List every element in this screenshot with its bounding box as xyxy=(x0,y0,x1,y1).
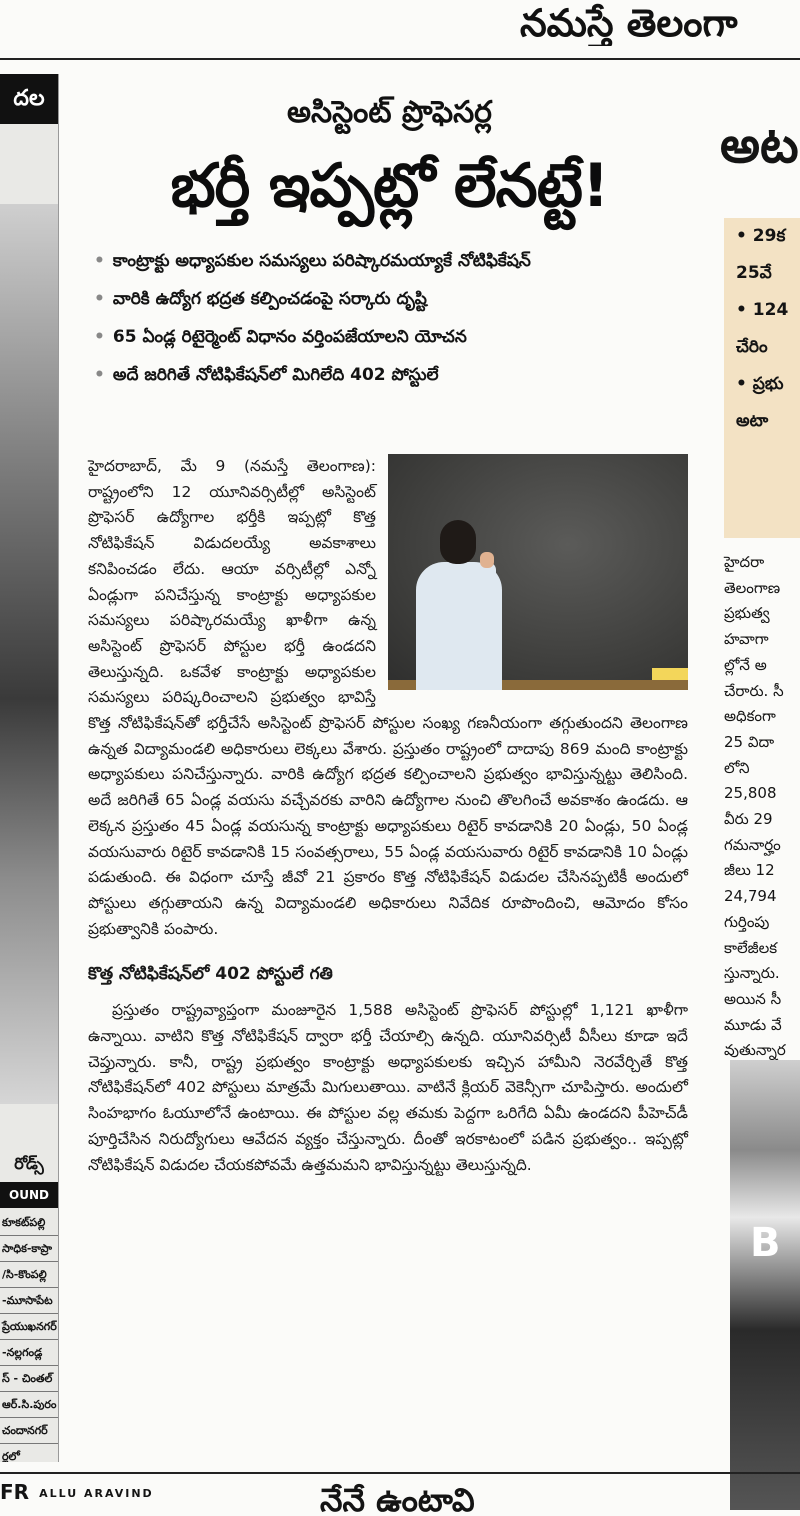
right-ad-letter: B xyxy=(750,1220,781,1266)
bullet-item: • వారికి ఉద్యోగ భద్రత కల్పించడంపై సర్కారు దృష్టి xyxy=(94,280,707,318)
highlight-line: • 124 xyxy=(736,300,789,320)
text-line: లోని xyxy=(724,758,750,777)
right-ad-image xyxy=(730,1060,800,1510)
right-article-heading: అట xyxy=(720,116,799,174)
right-article-highlights xyxy=(724,218,800,538)
footer-left-brand: ALLU ARAVIND xyxy=(39,1487,154,1500)
list-item: సాధిక-కాప్రా xyxy=(0,1236,58,1262)
highlight-line: • ప్రభు xyxy=(736,374,784,394)
text-line: కాలేజీలక xyxy=(724,938,778,957)
text-line: వీరు 29 xyxy=(724,810,773,829)
text-line: స్తున్నారు. xyxy=(724,964,780,983)
text-line: ప్రభుత్వ xyxy=(724,604,770,623)
text-line: తెలంగాణ xyxy=(724,578,781,597)
chalk-duster xyxy=(652,668,688,680)
text-line: వుతున్నార xyxy=(724,1041,786,1060)
text-line: మూడు వే xyxy=(724,1015,782,1034)
bullet-item: • కాంట్రాక్టు అధ్యాపకుల సమస్యలు పరిష్కారమయ్యాకే నోటిఫికేషన్ xyxy=(94,242,707,280)
list-item: -మూసాపేట xyxy=(0,1288,58,1314)
main-article xyxy=(72,90,707,1174)
masthead-title: నమస్తే తెలంగా xyxy=(520,1,738,45)
right-article-body xyxy=(724,550,800,1064)
text-line: గుర్తింపు xyxy=(724,912,770,931)
list-item: స్ - చింతల్ xyxy=(0,1366,58,1392)
text-line: 25 విదా xyxy=(724,732,775,751)
teacher-head xyxy=(440,520,476,564)
teacher-photo xyxy=(388,454,688,690)
highlight-line: 25వే xyxy=(736,263,772,283)
left-strip-list xyxy=(0,1210,58,1462)
top-rule xyxy=(0,58,800,60)
list-item: /సి-కొంపల్లి xyxy=(0,1262,58,1288)
footer-left-ad xyxy=(0,1480,200,1516)
bottom-rule xyxy=(0,1472,800,1474)
teacher-arm xyxy=(480,562,496,632)
left-ad-strip xyxy=(0,74,59,1462)
right-article-column xyxy=(720,90,800,1510)
text-line: ల్లోనే అ xyxy=(724,655,767,674)
article-paragraph-2: ప్రస్తుతం రాష్ట్రవ్యాప్తంగా మంజూరైన 1,588 అసిస్టెంట్ ప్రొఫెసర్ పోస్టుల్లో 1,121 ఖాళీగా ఉన్నాయి. వాటిని కొత్త నోటిఫికేషన్ ద్వారా భర్తీ చేయాల్సి ఉన్నది. యూనివర్సిటీ వీసీలు కూడా ఇదే చెప్తున్నారు. కానీ, రాష్ట్ర ప్రభుత్వం కాంట్రాక్టు అధ్యాపకులకు ఇచ్చిన హామీని నెరవేర్చితే కొత్త నోటిఫికేషన్‌లో 402 పోస్టులు మాత్రమే మిగులుతాయి. వాటినే క్లియర్ వెకెన్సీగా చూపిస్తారు. అందులో సింహభాగం ఓయూలోనే ఉంటాయి. ఈ పోస్టుల వల్ల తమకు పెద్దగా ఒరిగేది ఏమీ ఉండదని పీహెచ్‌డీ పూర్తిచేసిన నిరుద్యోగులు ఆవేదన వ్యక్తం చేస్తున్నారు. దీంతో ఇరకాటంలో పడిన ప్రభుత్వం.. ఇప్పట్లో నోటిఫికేషన్ విడుదల చేయకపోవమే ఉత్తమమని భావిస్తున్నట్టు తెలుస్తున్నది. xyxy=(88,1001,688,1174)
text-line: చేరారు. సీ xyxy=(724,681,784,700)
article-paragraph-1: హైదరాబాద్, మే 9 (నమస్తే తెలంగాణ): రాష్ట్రంలోని 12 యూనివర్సిటీల్లో అసిస్టెంట్ ప్రొఫెసర్ ఉద్యోగాల భర్తీకి ఇప్పట్లో కొత్త నోటిఫికేషన్ విడుదలయ్యే అవకాశాలు కనిపించడం లేదు. ఆయా వర్సిటీల్లో ఎన్నో ఏండ్లుగా పనిచేస్తున్న కాంట్రాక్టు అధ్యాపకుల సమస్యలు పరిష్కారమయ్యే ఖాళీగా ఉన్న అసిస్టెంట్ ప్రొఫెసర్ పోస్టుల భర్తీ ఉండదని తెలుస్తున్నది. ఒకవేళ కాంట్రాక్టు అధ్యాపకుల సమస్యలు పరిష్కరించాలని ప్రభుత్వం భావిస్తే కొత్త నోటిఫికేషన్‌తో భర్తీచేసే అసిస్టెంట్ ప్రొఫెసర్ పోస్టుల సంఖ్య గణనీయంగా తగ్గుతుందని తెలంగాణ ఉన్నత విద్యామండలి అధికారులు లెక్కలు వేశారు. ప్రస్తుతం రాష్ట్రంలో దాదాపు 869 మంది కాంట్రాక్టు అధ్యాపకులు పనిచేస్తున్నారు. వారికి ఉద్యోగ భద్రత కల్పించాలని ప్రభుత్వం భావిస్తున్నట్టు తెలిసింది. అదే జరిగితే 65 ఏండ్ల వయసు వచ్చేవరకు వారిని ఉద్యోగాల నుంచి తొలగించే అవకాశం ఉండదు. ఆ లెక్కన ప్రస్తుతం 45 ఏండ్ల వయసున్న కాంట్రాక్టు అధ్యాపకులు రిటైర్ కావడానికి 20 ఏండ్లు, 50 ఏండ్ల వయసువారు రిటైర్ కావడానికి 15 సంవత్సరాలు, 55 ఏండ్ల వయసువారు రిటైర్ కావడానికి 10 ఏండ్లు పడుతుంది. ఈ విధంగా చూస్తే జీవో 21 ప్రకారం కొత్త నోటిఫికేషన్ విడుదల చేసినప్పటికీ అందులో పోస్టులు తగ్గుతాయని ఉన్న విద్యామండలి అధికారులు నివేదిక రూపొందించి, ఆమోదం కోసం ప్రభుత్వానికి పంపారు. xyxy=(88,457,688,938)
text-line: అయిన సీ xyxy=(724,989,782,1008)
highlight-line: అటా xyxy=(736,411,769,431)
highlight-line: • 29క xyxy=(736,226,786,246)
list-item: ర్లలో xyxy=(0,1444,58,1462)
article-body xyxy=(88,454,688,1178)
bullet-item: • 65 ఏండ్ల రిటైర్మెంట్ విధానం వర్తింపజేయాలని యోచన xyxy=(94,318,707,356)
left-strip-artwork xyxy=(0,204,58,1104)
text-line: హవాగా xyxy=(724,630,769,649)
footer-left-mark: FR xyxy=(0,1480,30,1504)
list-item: ఆర్.సి.పురం xyxy=(0,1392,58,1418)
left-strip-bar: OUND xyxy=(0,1182,58,1208)
bullet-item: • అదే జరిగితే నోటిఫికేషన్‌లో మిగిలేది 402 పోస్టులే xyxy=(94,356,707,394)
highlight-line: చేరిం xyxy=(736,337,768,357)
article-kicker: అసిస్టెంట్ ప్రొఫెసర్ల xyxy=(287,95,492,130)
article-bullets xyxy=(94,242,707,394)
article-headline: భర్తీ ఇప్పట్లో లేనట్టే! xyxy=(170,151,609,221)
text-line: 25,808 xyxy=(724,784,777,803)
footer-mid-ad: నేనే ఉంటావి xyxy=(320,1481,475,1516)
list-item: చందానగర్ xyxy=(0,1418,58,1444)
text-line: అధికంగా xyxy=(724,707,776,726)
text-line: జీలు 12 xyxy=(724,861,775,880)
text-line: గమనార్హం xyxy=(724,835,781,854)
text-line: హైదరా xyxy=(724,553,765,571)
left-strip-heading: దల xyxy=(0,74,58,124)
text-line: 24,794 xyxy=(724,887,777,906)
left-strip-sublabel: రోడ్స్ xyxy=(14,1154,44,1173)
list-item: -నల్లగండ్ల xyxy=(0,1340,58,1366)
list-item: కూకట్‌పల్లి xyxy=(0,1210,58,1236)
teacher-hand xyxy=(480,552,494,568)
article-subhead: కొత్త నోటిఫికేషన్‌లో 402 పోస్టులే గతి xyxy=(88,964,333,985)
list-item: ప్రేయుఖనగర్ xyxy=(0,1314,58,1340)
